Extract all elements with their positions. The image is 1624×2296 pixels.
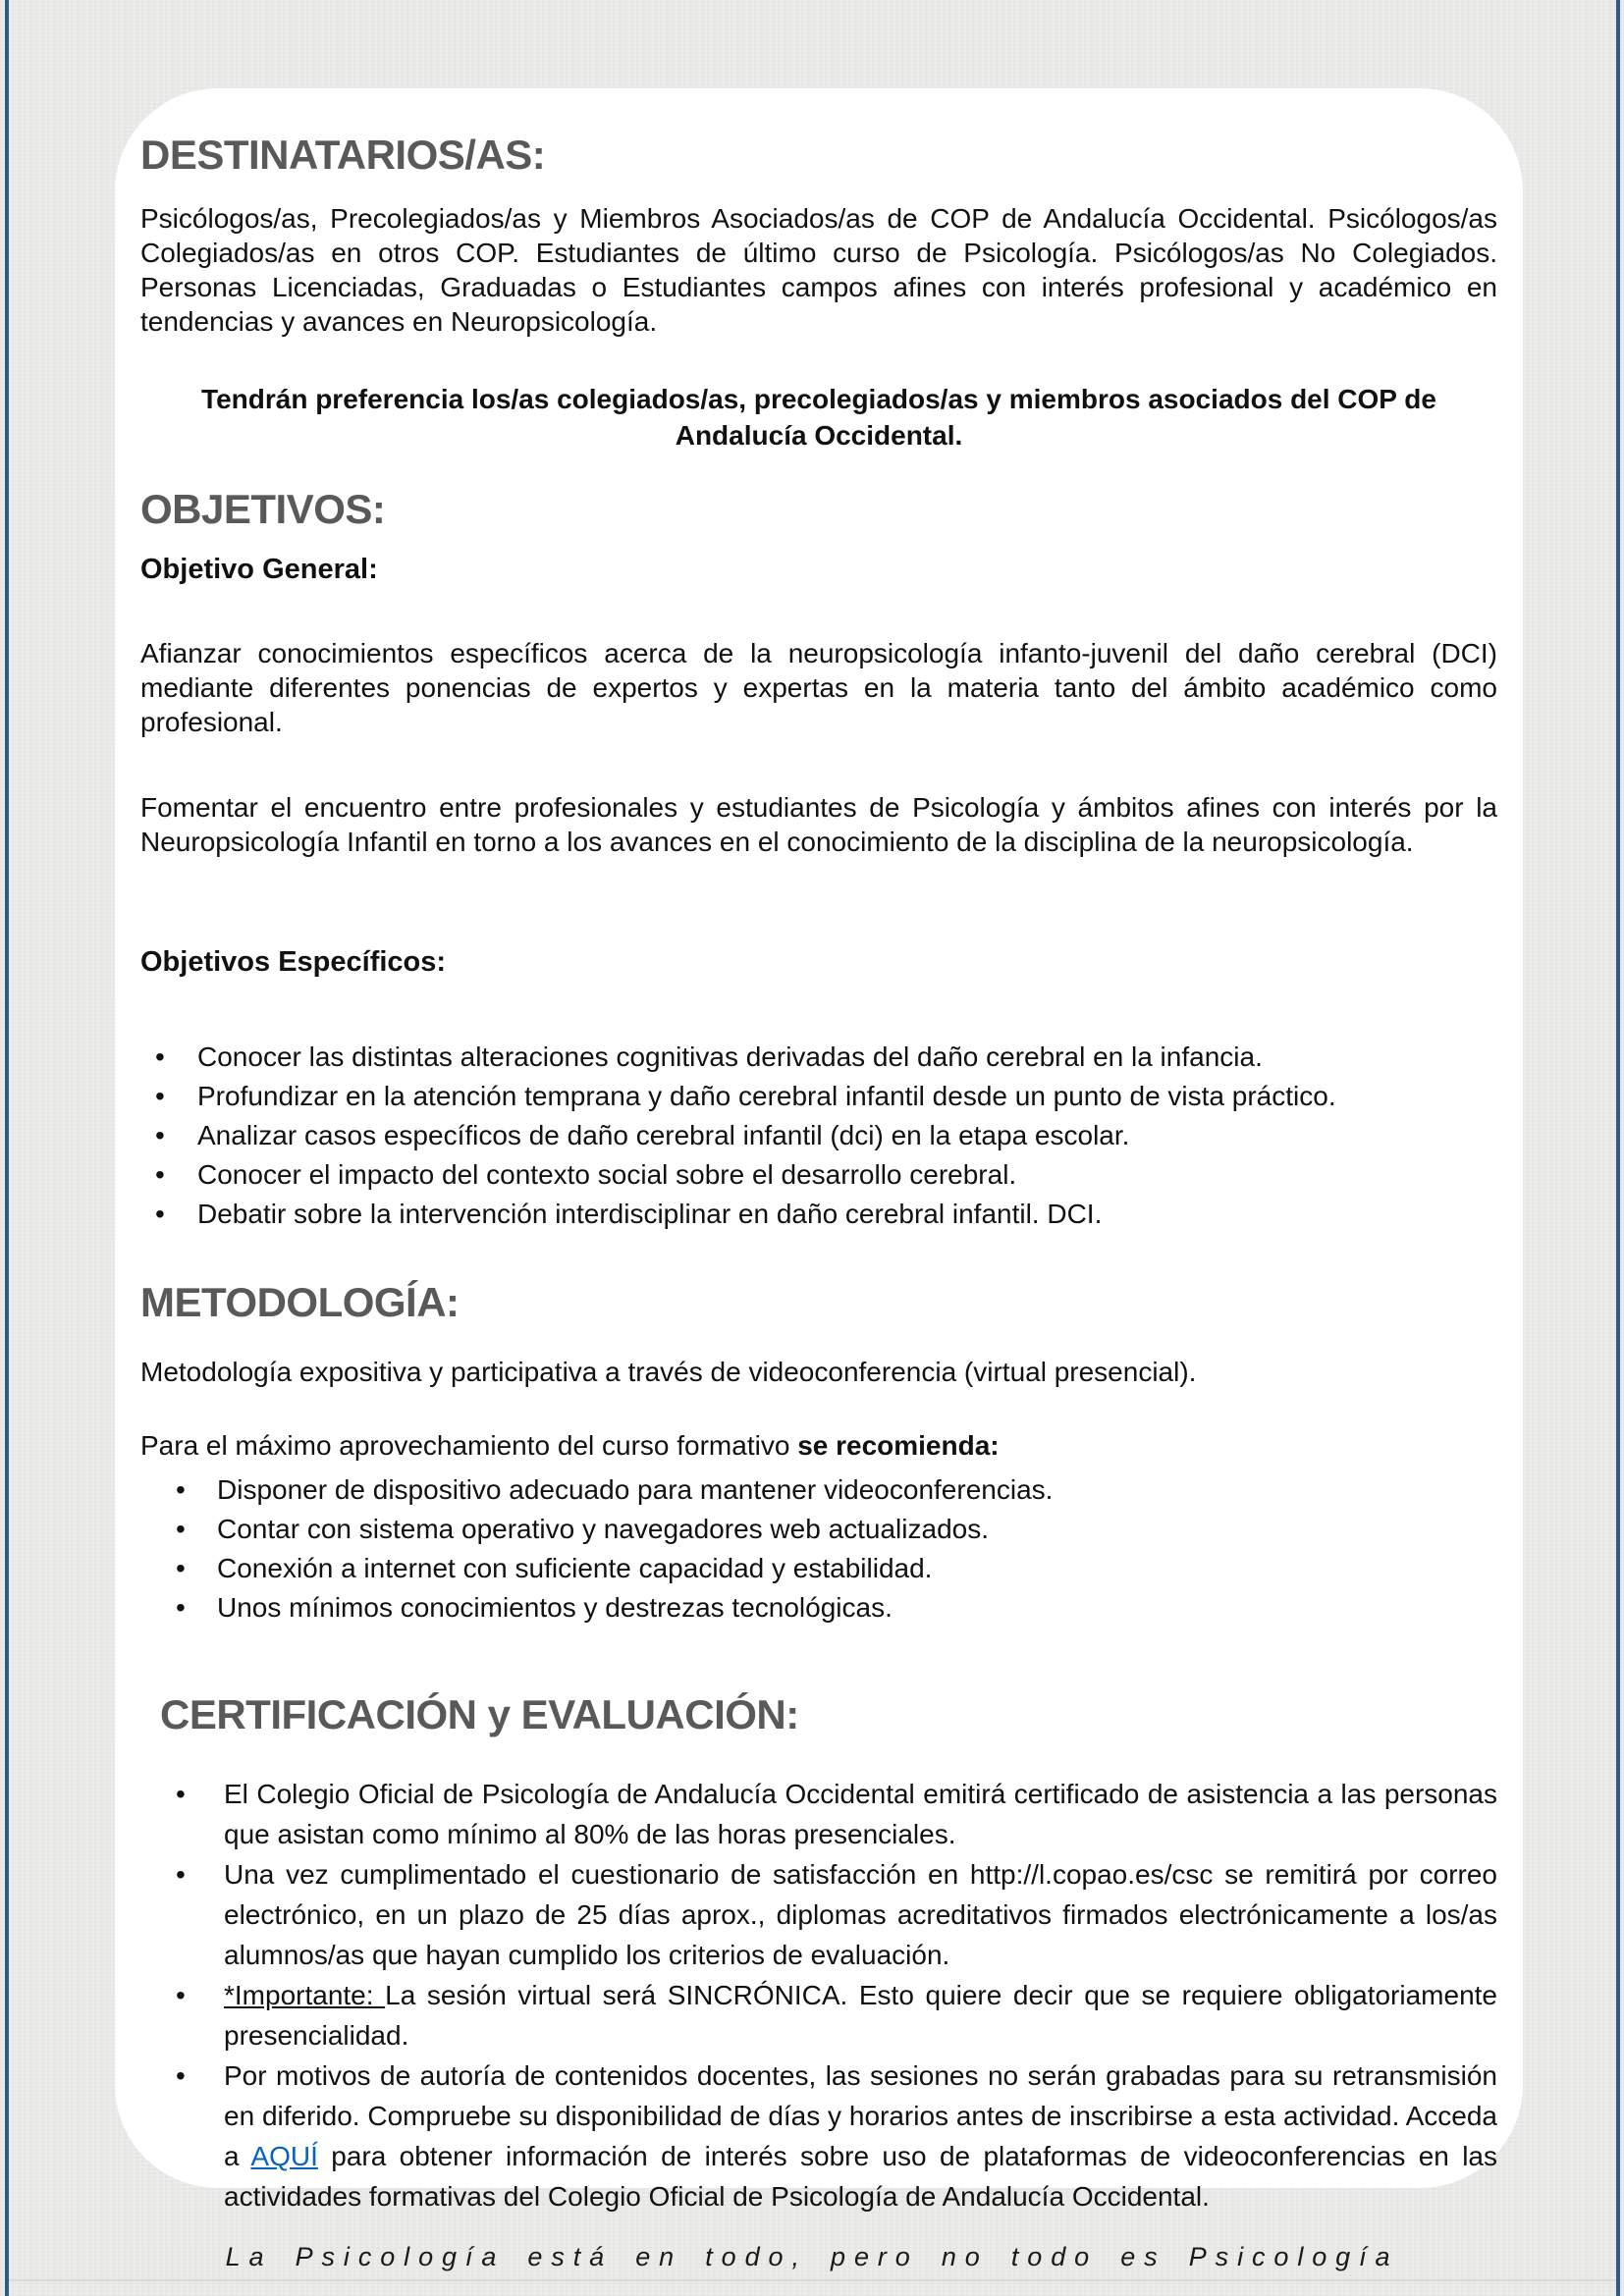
recomienda-bold: se recomienda: xyxy=(797,1430,1000,1461)
bullet4-text-before-link: Por motivos de autoría de contenidos docentes, las sesiones no serán grabadas para su retransmisión en diferido. Compruebe su disponibilidad de días y horarios antes de inscribirse a esta actividad. Acceda a xyxy=(224,2060,1497,2171)
list-item: • Conocer el impacto del contexto social sobre el desarrollo cerebral. xyxy=(140,1155,1497,1195)
preference-highlight: Tendrán preferencia los/as colegiados/as, precolegiados/as y miembros asociados del COP de Andalucía Occidental. xyxy=(201,384,1436,451)
metodologia-paragraph: Metodología expositiva y participativa a través de videoconferencia (virtual presencial). xyxy=(140,1357,1197,1387)
destinatarios-paragraph: Psicólogos/as, Precolegiados/as y Miembros Asociados/as de COP de Andalucía Occidental. Psicólogos/as Colegiados/as en otros COP. Estudiantes de último curso de Psicología. Psicólogos/as No Colegiados. Personas Licenciadas, Graduadas o Estudiantes campos afines con interés profesional y académico en tendencias y avances en Neuropsicología. xyxy=(140,203,1497,337)
footer-slogan: La Psicología está en todo, pero no todo es Psicología xyxy=(225,2242,1399,2271)
content-card xyxy=(115,88,1523,2212)
section-heading-metodologia: METODOLOGÍA: xyxy=(140,1279,460,1325)
list-item: • Contar con sistema operativo y navegadores web actualizados. xyxy=(140,1510,1497,1549)
recomienda-prefix: Para el máximo aprovechamiento del curso formativo xyxy=(140,1430,798,1461)
list-item: • Una vez cumplimentado el cuestionario de satisfacción en http://l.copao.es/csc se remitirá por correo electrónico, en un plazo de 25 días aprox., diplomas acreditativos firmados electrónicamente a los/as alumnos/as que hayan cumplido los criterios de evaluación. xyxy=(140,1854,1497,1975)
footer-divider xyxy=(9,2279,1616,2281)
bullet4-text-after-link: para obtener información de interés sobre uso de plataformas de videoconferencias en las actividades formativas del Colegio Oficial de Psicología de Andalucía Occidental. xyxy=(224,2141,1497,2212)
list-item: • El Colegio Oficial de Psicología de Andalucía Occidental emitirá certificado de asistencia a las personas que asistan como mínimo al 80% de las horas presenciales. xyxy=(140,1774,1497,1854)
list-item: • Conocer las distintas alteraciones cognitivas derivadas del daño cerebral en la infancia. xyxy=(140,1038,1497,1077)
list-item: • Conexión a internet con suficiente capacidad y estabilidad. xyxy=(140,1549,1497,1588)
objetivo-general-paragraph-1: Afianzar conocimientos específicos acerca de la neuropsicología infanto-juvenil del daño cerebral (DCI) mediante diferentes ponencias de expertos y expertas en la materia tanto del ámbito académico como profesional. xyxy=(140,638,1497,737)
list-item: • Disponer de dispositivo adecuado para mantener videoconferencias. xyxy=(140,1470,1497,1510)
subheading-objetivos-especificos: Objetivos Específicos: xyxy=(140,946,447,978)
list-item xyxy=(140,1975,1497,2056)
list-item: • Profundizar en la atención temprana y daño cerebral infantil desde un punto de vista práctico. xyxy=(140,1077,1497,1116)
page-frame-left-border xyxy=(5,0,9,2296)
certificacion-list xyxy=(140,1774,1497,2216)
subheading-objetivo-general: Objetivo General: xyxy=(140,554,378,585)
list-item: • Analizar casos específicos de daño cerebral infantil (dci) en la etapa escolar. xyxy=(140,1116,1497,1155)
recomienda-line xyxy=(140,1428,1497,1463)
list-item: • Unos mínimos conocimientos y destrezas tecnológicas. xyxy=(140,1588,1497,1628)
importante-rest: La sesión virtual será SINCRÓNICA. Esto quiere decir que se requiere obligatoriamente presencialidad. xyxy=(224,1980,1497,2051)
section-heading-objetivos: OBJETIVOS: xyxy=(140,486,386,532)
section-heading-certificacion: CERTIFICACIÓN y EVALUACIÓN: xyxy=(160,1691,799,1737)
list-item xyxy=(140,2056,1497,2216)
page-frame-right-border xyxy=(1616,0,1620,2296)
objetivos-especificos-list xyxy=(140,1038,1497,1234)
objetivo-general-paragraph-2: Fomentar el encuentro entre profesionales y estudiantes de Psicología y ámbitos afines con interés por la Neuropsicología Infantil en torno a los avances en el conocimiento de la disciplina de la neuropsicología. xyxy=(140,792,1497,857)
metodologia-recommend-list xyxy=(140,1470,1497,1628)
importante-underlined-prefix: *Importante: xyxy=(224,1980,386,2010)
list-item: • Debatir sobre la intervención interdisciplinar en daño cerebral infantil. DCI. xyxy=(140,1195,1497,1234)
section-heading-destinatarios: DESTINATARIOS/AS: xyxy=(140,132,546,178)
aqui-link[interactable]: AQUÍ xyxy=(250,2141,318,2171)
